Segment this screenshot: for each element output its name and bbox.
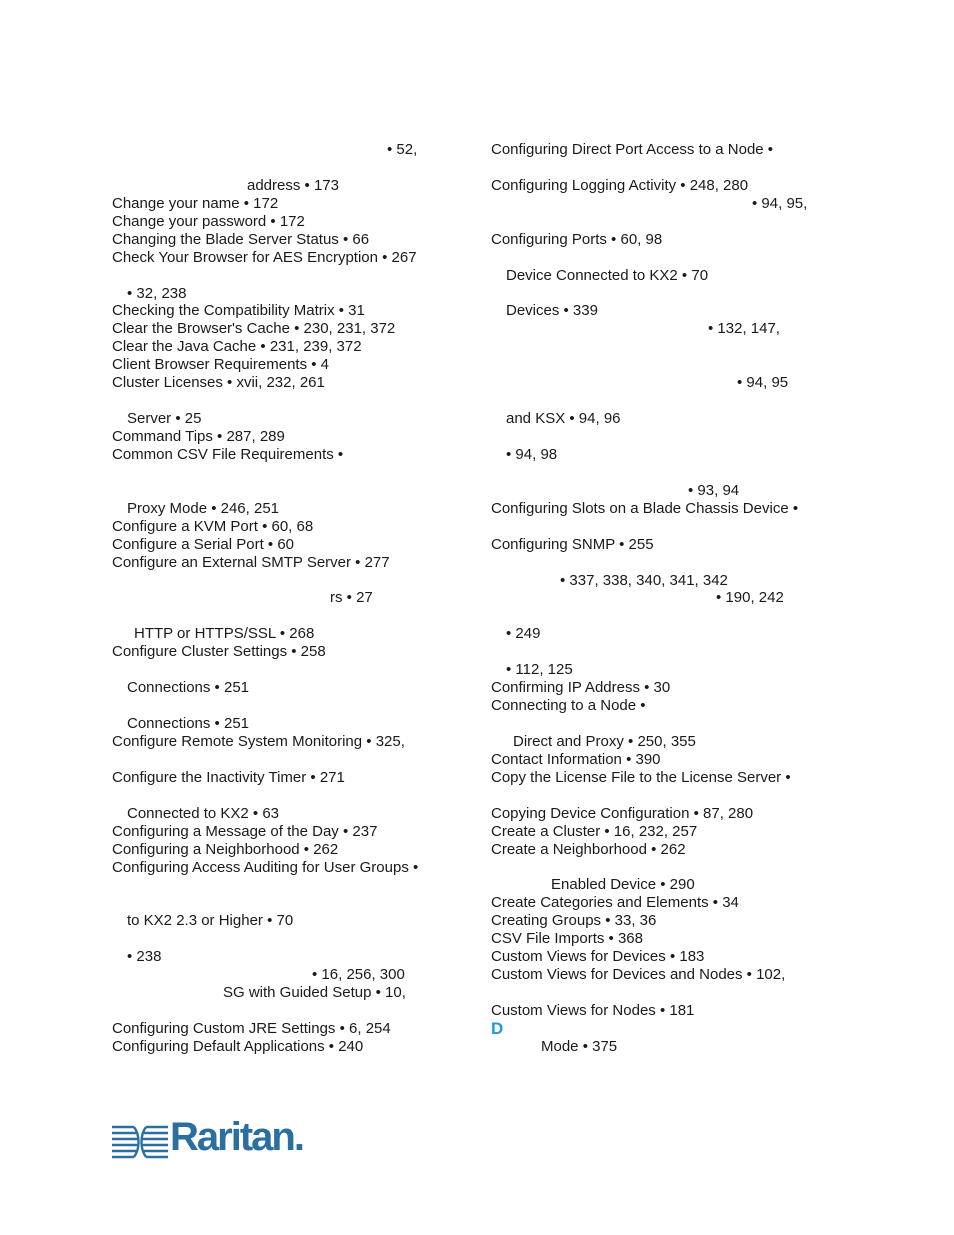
index-entry: Configuring a Message of the Day • 237 <box>112 822 378 840</box>
index-entry: Contact Information • 390 <box>491 750 661 768</box>
index-column-right <box>491 139 831 1054</box>
index-entry: Enabled Device • 290 <box>551 876 695 894</box>
index-entry: SG with Guided Setup • 10, <box>223 984 406 1002</box>
index-entry: Configure an External SMTP Server • 277 <box>112 553 390 571</box>
index-entry <box>491 354 831 372</box>
index-entry: Creating Groups • 33, 36 <box>491 912 657 930</box>
index-entry: • 337, 338, 340, 341, 342 <box>560 571 728 589</box>
index-entry <box>112 605 452 623</box>
index-entry <box>491 641 831 659</box>
index-entry: Client Browser Requirements • 4 <box>112 356 330 374</box>
raritan-emblem-icon <box>112 1121 168 1161</box>
index-entry: • 94, 98 <box>506 445 558 463</box>
index-entry: • 94, 95, <box>752 194 808 212</box>
index-entry: Configuring Logging Activity • 248, 280 <box>491 176 749 194</box>
index-entry <box>112 480 452 498</box>
index-entry <box>491 390 831 408</box>
index-entry: • 238 <box>127 948 162 966</box>
index-entry: • 249 <box>506 625 541 643</box>
index-entry: Device Connected to KX2 • 70 <box>506 266 709 284</box>
index-entry: • 32, 238 <box>127 284 187 302</box>
index-entry <box>112 157 452 175</box>
index-entry <box>491 462 831 480</box>
index-entry <box>491 605 831 623</box>
index-entry <box>112 570 452 588</box>
index-entry: Configuring Access Auditing for User Groups • <box>112 858 419 876</box>
index-entry: Proxy Mode • 246, 251 <box>127 499 280 517</box>
index-entry <box>491 283 831 301</box>
index-entry: Clear the Browser's Cache • 230, 231, 372 <box>112 320 396 338</box>
index-entry: • 94, 95 <box>737 374 789 392</box>
index-entry: Configure the Inactivity Timer • 271 <box>112 768 345 786</box>
index-entry: Create a Cluster • 16, 232, 257 <box>491 822 698 840</box>
raritan-logo <box>112 1115 307 1161</box>
index-entry: Connections • 251 <box>127 715 249 732</box>
index-entry: Configure Remote System Monitoring • 325, <box>112 732 405 750</box>
index-entry: Common CSV File Requirements • <box>112 445 344 463</box>
index-entry: Create Categories and Elements • 34 <box>491 894 739 912</box>
index-entry <box>491 516 831 534</box>
index-entry: Checking the Compatibility Matrix • 31 <box>112 302 365 320</box>
index-entry: • 132, 147, <box>708 320 780 338</box>
index-entry <box>112 659 452 677</box>
index-entry: Connections • 251 <box>127 679 249 697</box>
index-entry: rs • 27 <box>330 589 373 607</box>
index-entry <box>491 785 831 803</box>
index-entry: Direct and Proxy • 250, 355 <box>513 732 696 750</box>
index-entry: HTTP or HTTPS/SSL • 268 <box>134 625 315 643</box>
index-entry: Changing the Blade Server Status • 66 <box>112 230 370 248</box>
index-entry <box>112 928 452 946</box>
index-entry: Clear the Java Cache • 231, 239, 372 <box>112 338 362 356</box>
index-entry: • 52, <box>387 141 418 158</box>
index-entry <box>112 390 452 408</box>
index-entry: Configure a Serial Port • 60 <box>112 535 295 553</box>
index-entry <box>491 713 831 731</box>
index-entry: Configuring SNMP • 255 <box>491 535 654 553</box>
index-entry <box>491 982 831 1000</box>
index-entry: Change your name • 172 <box>112 194 279 212</box>
index-entry: Configuring a Neighborhood • 262 <box>112 840 339 858</box>
index-entry: to KX2 2.3 or Higher • 70 <box>127 912 294 930</box>
index-entry: Devices • 339 <box>506 302 598 320</box>
index-entry: Check Your Browser for AES Encryption • 267 <box>112 248 417 266</box>
index-entry <box>112 785 452 803</box>
index-section-heading: D <box>491 1018 504 1038</box>
index-entry: • 112, 125 <box>506 661 573 679</box>
index-entry: address • 173 <box>247 176 339 194</box>
index-entry: Configuring Default Applications • 240 <box>112 1037 364 1055</box>
index-entry <box>112 265 452 283</box>
index-entry: Configuring Custom JRE Settings • 6, 254 <box>112 1019 391 1037</box>
index-entry: Connected to KX2 • 63 <box>127 804 280 822</box>
index-entry: Configuring Ports • 60, 98 <box>491 230 663 248</box>
index-entry: Mode • 375 <box>541 1037 618 1055</box>
index-entry <box>112 462 452 480</box>
logo-wordmark: Raritan. <box>170 1115 303 1159</box>
index-entry <box>491 857 831 875</box>
index-entry: Connecting to a Node • <box>491 697 646 715</box>
index-entry: Custom Views for Devices and Nodes • 102, <box>491 966 786 984</box>
index-entry: Create a Neighborhood • 262 <box>491 840 686 858</box>
index-column-left <box>112 139 452 1054</box>
index-entry <box>491 247 831 265</box>
index-entry: Cluster Licenses • xvii, 232, 261 <box>112 374 325 392</box>
index-entry: Server • 25 <box>127 410 202 428</box>
index-entry: and KSX • 94, 96 <box>506 410 621 428</box>
index-entry: Copying Device Configuration • 87, 280 <box>491 804 754 822</box>
index-entry <box>112 874 452 892</box>
index-entry <box>491 157 831 175</box>
index-entry <box>491 336 831 354</box>
index-entry: Custom Views for Devices • 183 <box>491 948 705 966</box>
index-entry <box>491 211 831 229</box>
index-entry <box>112 749 452 767</box>
index-entry <box>112 1000 452 1018</box>
index-entry: Configuring Direct Port Access to a Node • <box>491 141 774 158</box>
index-entry: Configure a KVM Port • 60, 68 <box>112 517 314 535</box>
index-entry <box>112 695 452 713</box>
index-entry <box>491 426 831 444</box>
index-entry: Configure Cluster Settings • 258 <box>112 643 326 661</box>
index-entry <box>491 552 831 570</box>
index-entry: • 16, 256, 300 <box>312 966 405 984</box>
index-entry: Copy the License File to the License Server • <box>491 768 791 786</box>
index-entry: Command Tips • 287, 289 <box>112 428 285 445</box>
index-entry: • 190, 242 <box>716 589 784 607</box>
index-entry: CSV File Imports • 368 <box>491 930 643 948</box>
index-entry: Confirming IP Address • 30 <box>491 679 671 697</box>
index-entry: Change your password • 172 <box>112 212 305 230</box>
index-entry: Configuring Slots on a Blade Chassis Device • <box>491 499 799 517</box>
index-entry: Custom Views for Nodes • 181 <box>491 1002 695 1019</box>
index-entry: • 93, 94 <box>688 481 740 499</box>
index-entry <box>112 892 452 910</box>
